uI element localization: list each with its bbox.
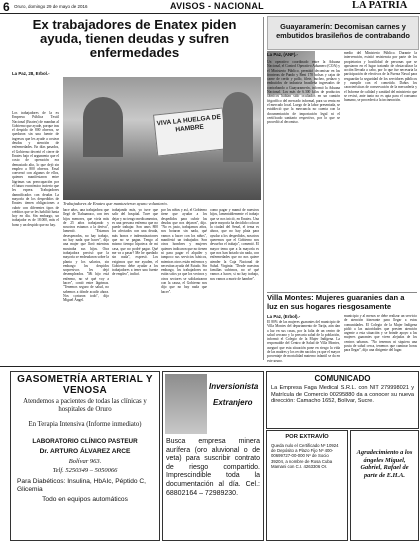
guayaramerin-dateline: La Paz, (ANF).- xyxy=(267,52,298,57)
villa-montes-col1: El 80% de las mujeres guaranies del municipio de Villa Montes del departamento de Tarija, aún dan a luz en sus casas, por la falta de un centro de salud cercano y la precaria salud de la población, informó el Colegio de la Mujer Indígena. La responsable del Centro de Salud de Villa Montes, aseguró que esta situación pone en riesgo la vida de las madres y los recién nacidos ya que el mayor porcentaje de mortalidad materno infantil se da en este grupo. xyxy=(267,320,340,362)
main-article-col2: hace años, una trabajadora que llegó de Tiahuanaco, con tres hijos menores, que vivía más de 25 años trabajando y nosotros estamos a la deriva", lamentó. "Estamos desesperados, no hay trabajo, no hay nada que hacer", dijo una mujer que lloró mientras mostraba sus hijos. Otra trabajadora precisó que la mayoría se endeudaron sobre la planta y los salarios, sin embargo los despidos sorpresivos les dejó desempleados. "Mi hijo está enfermo, no sé qué voy a hacer", contó entre lágrimas. "Tenemos seguro de salud, no sabemos a dónde acudir ahora. Nos cortaron todo", dijo Miguel Ángel. xyxy=(63,208,109,303)
gasometria-line1: Atendemos a pacientes de todas las clínicas y hospitales de Oruro xyxy=(23,398,147,413)
gasometria-address: Bolívar 963. xyxy=(68,458,102,465)
comunicado-ad xyxy=(266,371,419,429)
gasometria-equipment: Todo en equipos automáticos xyxy=(42,496,128,503)
protest-photo xyxy=(63,77,261,200)
guayaramerin-col1: Un operativo coordinado entre la Aduana Nacional, el Control Operativo Aduanero (COA) y el Ministerio Público, permitió decomisar en las fronteras de Pando y Beni 170 bolsas y cajas de carne de cerdo y pollo, filete, bucheo, pedazo y embutidos de industria brasileña ingresados de contrabando a Guayaramerín, informó la Aduana Nacional. Los más de 6.300 kilos de productos cárnicos habían sido ocultados en un camión frigorífico del mercado informal, para su venta en el mercado local. Luego de la labor presentada, se estableció que la mercancía no cuenta con la documentación de importación legal ni el certificado sanitario respectivo, por lo que se procedió al decomiso. xyxy=(267,60,340,125)
column-divider xyxy=(263,17,264,360)
page-number: 6 xyxy=(3,0,10,14)
gasometria-diabetics: Para Diabéticos: Insulina, HbAIc, Péptido C, Glicemia xyxy=(17,478,147,493)
main-article-col3: trabajando más, yo tuve que salir del hospital. Tuve que dejar y no tengo medicamentos, es una persona enferma que no puede trabajar. Son unos 800 los afectados con una deuda, más bonos e indemnizaciones que no se pagan. Tengo al mismo tiempo hipoteca de mi casa, que no podré pagar. Qué me va a pasar? Me he quedado sin nada", expresó. Los exigimos que me ayuden, el Gobierno debe ayudar a los trabajadores a tener una fuente de empleo", indicó. xyxy=(112,208,158,277)
ads-separator xyxy=(0,366,420,367)
guayaramerin-headline: Guayaramerín: Decomisan carnes y embutidos brasileños de contrabando xyxy=(276,22,410,40)
person-silhouette xyxy=(223,92,253,162)
gasometria-phone: Telf. 5250349 – 5050066 xyxy=(52,467,118,474)
main-article-col1: Los trabajadores de la ex Empresa Pública Textil Nacional (Enatex) de mandan al Gobierno que ayude, porque tras el despido de 800 obreros, se quedaron sin una fuente de ingresos que les ayude a costear deudas y atención de enfermedades. En días pasados, el Gobierno decretó el cierre de Enatex bajo el argumento que el costo de operación era demasiado alto, lo que dejó sin empleo a 800 obreros. Ersal conversó con algunos de ellos, quienes manifestaron entre lágrimas sus preocupación por el futuro económico incierto que les espera. Trabajadores damnificados con deudas La mayoría de los despedidos de Enatex tienen obligaciones a cubrir con diferentes tipos de créditos que se les habilitó hasta hoy en día. Sin embargo, un trabajador es de 18.000, más el bono y un despido que no hay. xyxy=(12,111,59,227)
inversionista-ad xyxy=(162,371,264,541)
main-headline: Ex trabajadores de Enatex piden ayuda, tienen deudas y sufren enfermedades xyxy=(32,17,237,60)
inversionista-body: Busca empresa minera aurífera (oro aluvional o de veta) para suscribir contrato de riesgo compartido. Imprescindible toda la documentación al día. Cel.: 68802164 – 72989230. xyxy=(166,438,260,497)
villa-montes-dateline: La Paz, (Erbol).- xyxy=(267,314,301,319)
main-article-col5: como pagar y mamá de nuestros hijos, lamentablemente el trabajo que se nos inició, en Enatex. Una parte mayoría ha decidido colocar la ciudad del Senal, el tema es ahora, que no hay plata para ayudar a los despedidos, nosotros queremos que el Gobierno nos devuelva el trabajo", comentó. El mayor tema que a la mayoría es que nos han botado sin nada, con enfermedades que no nos quiere atender la Caja Nacional de Salud. Virginia: "Desde nuestras familias sufrimos, no sé qué vamos a hacer, si no hay trabajo, nos vamos a morir de hambre". xyxy=(210,208,259,281)
extravio-body: Queda nulo el Certificado Nº 10924 de Depósito a Plazo Fijo Nº 400-00699727-00-000 Nº de Socio 39204, a nombre de Rosa Cuba Mamani con C.I. 4263306 Or. xyxy=(271,443,339,469)
gasometria-line2: En Terapia Intensiva (Informe inmediato) xyxy=(28,421,142,428)
villa-montes-col2: municipio y al menos se debe realizar un servicio de atención itinerante para llegar a estas comunidades. El Colegio de la Mujer Indígena pidió a las autoridades que presten atención urgente a esta situación y se brinde apoyo a las mujeres guaranies que viven alejadas de los centros urbanos. "No tenemos ni siquiera una posta de salud cerca, tenemos que caminar horas para llegar", dijo una dirigente del lugar. xyxy=(344,314,417,353)
issue-date: Oruro, domingo 29 de mayo de 2016 xyxy=(14,4,88,9)
villa-montes-headline: Villa Montes: Mujeres guaranies dan a luz en sus hogares riesgosamente xyxy=(267,293,405,311)
main-article-col4: por los niños y así, el Gobierno tiene que ayudar a los despedidos para cubrir las deudas que nos dejaron", dijo. "No es justo, trabajamos años, nos botaron sin nada, qué vamos a hacer con los niños", manifestó un trabajador. Son otros hombres y mujeres quienes indicaron que no tienen ni para pagar el alquiler y tampoco sus servicios básicos, mientras otros están enfermos y necesitan ayuda del Estado. Sin embargo, los trabajadores no están solos ya que los vecinos y otros sectores se solidarizaron con la causa, el Gobierno nos dijo que no hay nada que hacer". xyxy=(161,208,207,294)
inversionista-title1: Inversionista xyxy=(209,382,259,391)
inversionista-title2: Extranjero xyxy=(213,398,253,407)
page-header xyxy=(0,0,420,14)
guayaramerin-headline-box xyxy=(267,16,419,50)
protest-sign xyxy=(153,107,227,156)
person-silhouette xyxy=(83,97,123,157)
agradecimiento-text: Agradecimiento a los ángeles Miguel, Gabriel, Rafael de parte de E.H.A. xyxy=(356,449,413,479)
comunicado-title: COMUNICADO xyxy=(314,374,371,383)
protest-sign-text: VIVA LA HUELGA DE HAMBRE xyxy=(156,113,222,134)
photo-caption: Trabajadores de Enatex que mantuvieron ayuno voluntario. xyxy=(63,201,168,206)
gasometria-title: GASOMETRÍA ARTERIAL Y VENOSA xyxy=(17,374,153,396)
section-name: AVISOS - NACIONAL xyxy=(170,1,264,11)
dollar-bills-icon xyxy=(165,374,207,434)
extravio-ad xyxy=(266,430,348,541)
gasometria-lab: LABORATORIO CLÍNICO PASTEUR xyxy=(32,438,138,445)
comunicado-body: La Empresa Faga Medical S.R.L. con NIT 279998021 y Matrícula de Comercio 00295880 da a conocer su nueva dirección: Camacho 1652, Bolívar, Sucre. xyxy=(271,385,414,405)
guayaramerin-col2: medio del Ministerio Público. Durante la intervención, existió resistencia por parte de los propietarios y hostilidad de personas que se apostaron en el lugar tratando de obstaculizar la acción llevada a cabo, por lo que fue necesaria la participación de efectivos de la Fuerza Naval para resguardar la seguridad de los servidores públicos y cumplir con el cometido. Daños los características de conservación de la mercadería y el Informe de calidad y sanidad del ministerio que se revisó, ante tanto no es apta para el consumo humano, se procederá a la incineración. xyxy=(344,51,417,103)
masthead-logo: LA PATRIA xyxy=(352,0,408,11)
gasometria-ad xyxy=(10,371,160,541)
main-dateline: La Paz, 28, Erbol.- xyxy=(12,71,50,76)
gasometria-doctor: Dr. ARTURO ÁLVAREZ ARCE xyxy=(39,448,131,455)
agradecimiento-ad xyxy=(350,430,419,541)
extravio-title: POR EXTRAVÍO xyxy=(285,434,329,440)
